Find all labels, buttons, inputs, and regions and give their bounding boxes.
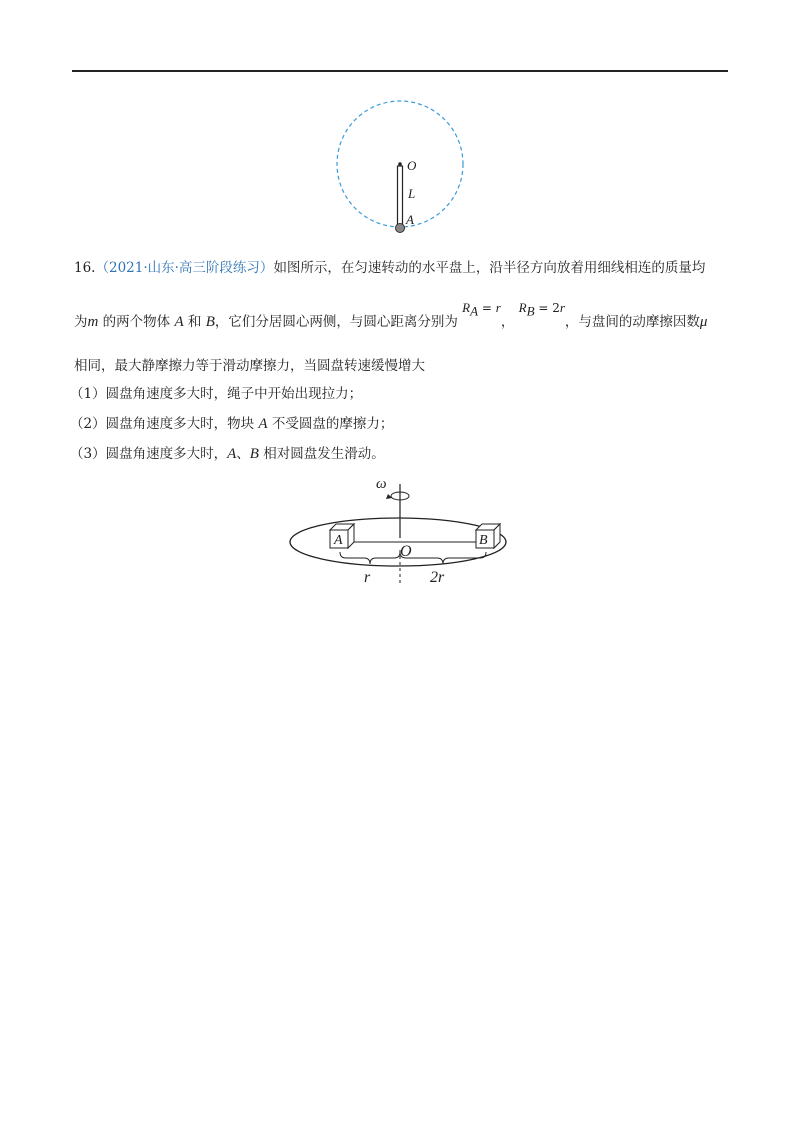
var-b: B <box>205 314 215 330</box>
header-rule <box>72 70 728 72</box>
label-o: O <box>407 158 417 173</box>
var-mu: μ <box>699 314 708 330</box>
label-r: r <box>364 569 371 586</box>
formula-rb: $R_B = 2r$ <box>518 300 565 319</box>
var-b: B <box>249 446 259 462</box>
var-a: A <box>258 416 268 432</box>
text: ，它们分居圆心两侧，与圆心距离分别为 <box>214 314 458 330</box>
question-line-2 <box>74 300 708 335</box>
rotating-disc-figure <box>282 474 508 590</box>
question-line-1 <box>74 258 705 278</box>
pendulum-figure <box>330 96 470 236</box>
text: 和 <box>183 314 206 330</box>
label-omega: ω <box>376 476 387 492</box>
rod <box>398 166 403 226</box>
label-a: A <box>406 212 414 227</box>
text: （2）圆盘角速度多大时，物块 <box>70 416 259 432</box>
var-a: A <box>174 314 184 330</box>
text: （3）圆盘角速度多大时， <box>70 446 228 462</box>
text: 为 <box>74 314 88 330</box>
formula-ra: $R_A = r$ <box>462 300 501 319</box>
bob-ball <box>396 224 405 233</box>
label-block-a: A <box>334 533 343 548</box>
label-2r: 2r <box>430 569 445 586</box>
label-block-b: B <box>479 533 488 548</box>
label-center-o: O <box>400 543 412 560</box>
text: 的两个物体 <box>98 314 175 330</box>
text: ，与盘间的动摩擦因数 <box>564 314 700 330</box>
brace-2r <box>400 552 486 564</box>
sub-question-3 <box>70 444 385 464</box>
question-line-3: 相同，最大静摩擦力等于滑动摩擦力，当圆盘转速缓慢增大 <box>74 358 425 374</box>
comma: ， <box>500 314 515 330</box>
text: 不受圆盘的摩擦力； <box>267 416 394 432</box>
question-text: 如图所示，在匀速转动的水平盘上，沿半径方向放着用细线相连的质量均 <box>273 260 706 276</box>
var-m: m <box>87 314 99 330</box>
pivot-point <box>398 162 402 166</box>
sub-question-1: （1）圆盘角速度多大时，绳子中开始出现拉力； <box>70 386 363 402</box>
label-l: L <box>408 186 416 201</box>
sub-question-2 <box>70 414 393 434</box>
text: 、 <box>236 446 250 462</box>
brace-r <box>340 552 400 564</box>
var-a: A <box>227 446 237 462</box>
text: 相对圆盘发生滑动。 <box>258 446 385 462</box>
question-number: 16. <box>74 260 96 276</box>
question-source: （2021·山东·高三阶段练习） <box>95 260 274 276</box>
